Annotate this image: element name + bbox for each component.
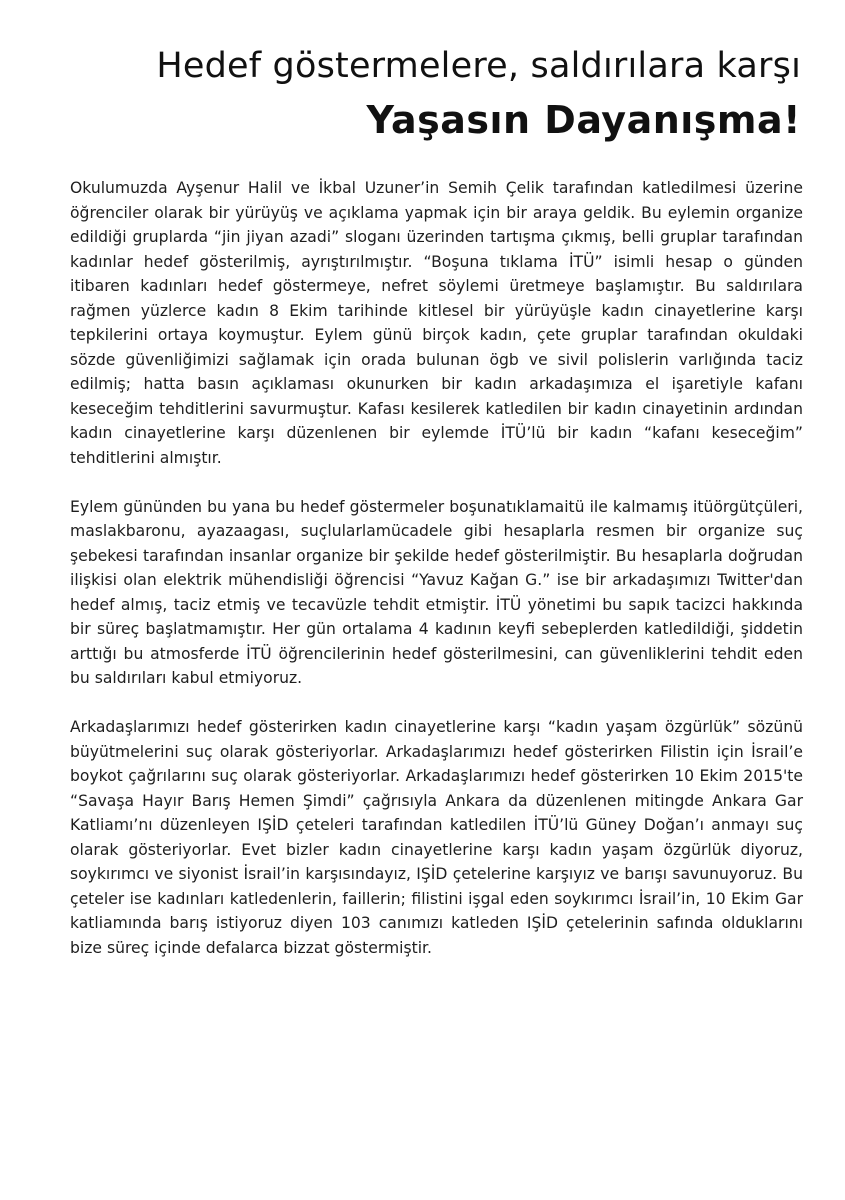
paragraph-1: Okulumuzda Ayşenur Halil ve İkbal Uzuner’in Semih Çelik tarafından katledilmesi üzerine öğrenciler olarak bir yürüyüş ve açıklama yapmak için bir araya geldik. Bu eylemin organize edildiği gruplarda “jin jiyan azadi” sloganı üzerinden tartışma çıkmış, belli gruplar tarafından kadınlar hedef gösterilmiş, ayrıştırılmıştır. “Boşuna tıklama İTÜ” isimli hesap o günden itibaren kadınları hedef göstermeye, nefret söylemi üretmeye başlamıştır. Bu saldırılara rağmen yüzlerce kadın 8 Ekim tarihinde kitlesel bir yürüyüşle kadın cinayetlerine karşı tepkilerini ortaya koymuştur. Eylem günü birçok kadın, çete gruplar tarafından okuldaki sözde güvenliğimizi sağlamak için orada bulunan ögb ve sivil polislerin varlığında taciz edilmiş; hatta basın açıklaması okunurken bir kadın arkadaşımıza el işaretiyle kafanı keseceğim tehditlerini savurmuştur. Kafası kesilerek katledilen bir kadın cinayetinin ardından kadın cinayetlerine karşı düzenlenen bir eylemde İTÜ’lü bir kadın “kafanı keseceğim” tehditlerini almıştır. [70,179,803,467]
document-header [156,40,801,148]
headline-line-2: Yaşasın Dayanışma! [366,98,801,142]
paragraph-3: Arkadaşlarımızı hedef gösterirken kadın cinayetlerine karşı “kadın yaşam özgürlük” sözünü büyütmelerini suç olarak gösteriyorlar. Arkadaşlarımızı hedef gösterirken Filistin için İsrail’e boykot çağrılarını suç olarak gösteriyorlar. Arkadaşlarımızı hedef gösterirken 10 Ekim 2015'te “Savaşa Hayır Barış Hemen Şimdi” çağrısıyla Ankara da düzenlenen mitingde Ankara Gar Katliamı’nı düzenleyen IŞİD çeteleri tarafından katledilen İTÜ’lü Güney Doğan’ı anmayı suç olarak gösteriyorlar. Evet bizler kadın cinayetlerine karşı kadın yaşam özgürlük diyoruz, soykırımcı ve siyonist İsrail’in karşısındayız, IŞİD çetelerine karşıyız ve barışı savunuyoruz. Bu çeteler ise kadınları katledenlerin, faillerin; filistini işgal eden soykırımcı İsrail’in, 10 Ekim Gar katliamında barış istiyoruz diyen 103 canımızı katleden IŞİD çetelerinin safında olduklarını bize süreç içinde defalarca bizzat göstermiştir. [70,718,803,957]
document-body [70,176,803,985]
paragraph-2: Eylem gününden bu yana bu hedef göstermeler boşunatıklamaitü ile kalmamış itüörgütçüleri, maslakbaronu, ayazaagası, suçlularlamücadele gibi hesaplarla resmen bir organize suç şebekesi tarafından insanlar organize bir şekilde hedef gösterilmiştir. Bu hesaplarla doğrudan ilişkisi olan elektrik mühendisliği öğrencisi “Yavuz Kağan G.” ise bir arkadaşımızı Twitter'dan hedef almış, taciz etmiş ve tecavüzle tehdit etmiştir. İTÜ yönetimi bu sapık tacizci hakkında bir süreç başlatmamıştır. Her gün ortalama 4 kadının keyfi sebeplerden katledildiği, şiddetin arttığı bu atmosferde İTÜ öğrencilerinin hedef gösterilmesini, can güvenliklerini tehdit eden bu saldırıları kabul etmiyoruz. [70,497,803,687]
headline-line-1: Hedef göstermelere, saldırılara karşı [156,46,801,86]
